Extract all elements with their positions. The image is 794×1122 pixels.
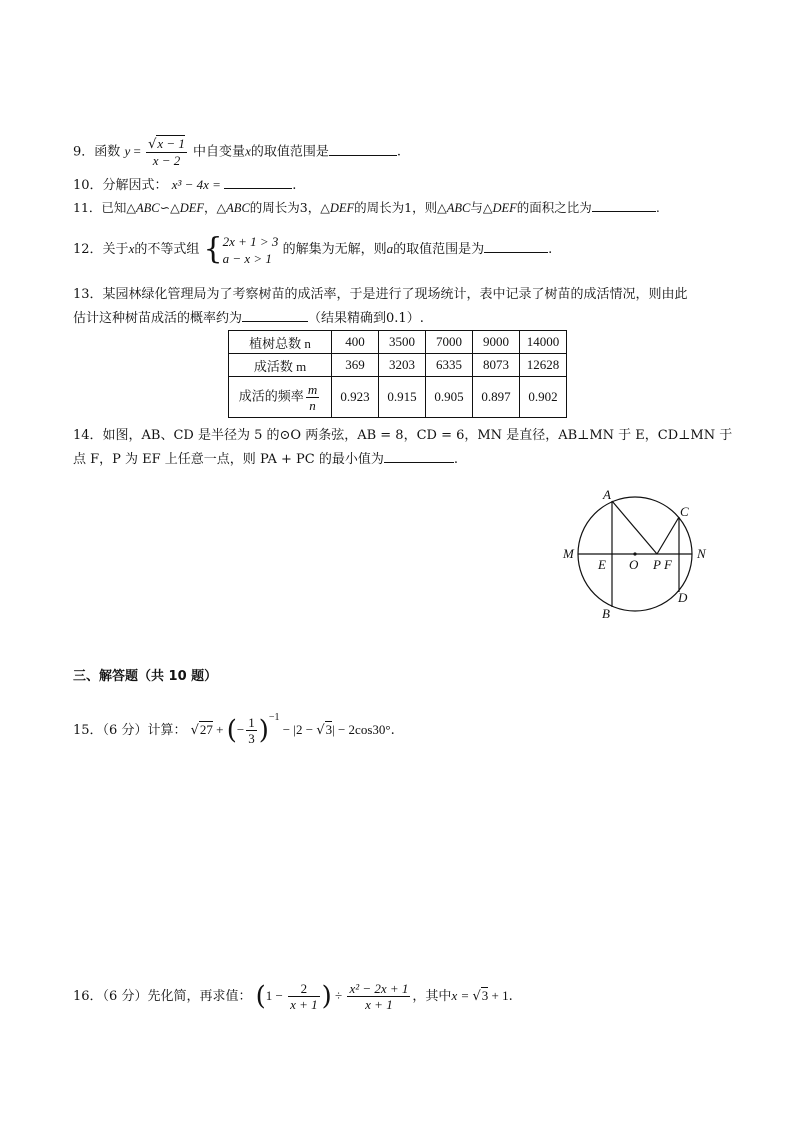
table-cell: 6335 bbox=[426, 354, 473, 377]
q16-fraction-2: $\frac{\text{x² − 2x + 1}}{x + 1}$ bbox=[349, 981, 409, 1012]
answer-blank-9[interactable] bbox=[329, 143, 397, 156]
question-13-line1: 13．某园林绿化管理局为了考察树苗的成活率，于是进行了现场统计，表中记录了树苗的成活情况，则由此 bbox=[73, 287, 688, 302]
inequality-system: 2x + 1 > 3 a − x > 1 bbox=[222, 233, 279, 266]
question-12: 12．关于x的不等式组 {2x + 1 > 3 a − x > 1 的解集为无解，则a的取值范围是为 . bbox=[73, 231, 553, 267]
sqrt-symbol: √ bbox=[316, 723, 325, 738]
answer-blank-10[interactable] bbox=[224, 176, 292, 189]
one-third-fraction: $\frac{1}{3}$ bbox=[248, 715, 255, 746]
table-cell: 0.915 bbox=[379, 377, 426, 418]
row-label: 植树总数 n bbox=[229, 331, 332, 354]
table-cell: 3500 bbox=[379, 331, 426, 354]
table-cell: 3203 bbox=[379, 354, 426, 377]
question-13-line2: 估计这种树苗成活的概率约为 （结果精确到0.1）. bbox=[73, 311, 424, 326]
label-d: D bbox=[678, 590, 688, 605]
segment-pa bbox=[612, 501, 657, 554]
row-label: 成活的频率 $\frac{m}{n}$ bbox=[229, 377, 332, 418]
label-b: B bbox=[602, 606, 610, 621]
table-cell: 0.923 bbox=[332, 377, 379, 418]
label-m: M bbox=[563, 546, 574, 561]
circle-diagram bbox=[558, 486, 738, 626]
table-cell: 9000 bbox=[473, 331, 520, 354]
question-15: 15．（6 分）计算： √27 + (− $\frac{1}{3}$ )$^{-1}$ − |2 − √3| − 2cos30°. bbox=[73, 712, 395, 746]
q16-fraction-1: $\frac{2}{x + 1}$ bbox=[290, 981, 318, 1012]
row-label: 成活数 m bbox=[229, 354, 332, 377]
q9-fraction: $\frac{√x - 1}{x - 2}$ bbox=[148, 136, 185, 168]
segment-pc bbox=[657, 517, 679, 554]
question-14-line2: 点 F，P 为 EF 上任意一点，则 PA + PC 的最小值为 . bbox=[73, 452, 459, 467]
table-row bbox=[229, 331, 567, 354]
table-cell: 0.902 bbox=[520, 377, 567, 418]
answer-blank-12[interactable] bbox=[484, 240, 548, 253]
table-cell: 7000 bbox=[426, 331, 473, 354]
table-cell: 400 bbox=[332, 331, 379, 354]
question-9: 9．函数 y = $\frac{√x - 1}{x - 2}$ 中自变量x的取值范围是 . bbox=[73, 136, 401, 168]
label-p: P bbox=[653, 557, 661, 572]
label-e: E bbox=[598, 557, 606, 572]
answer-blank-13[interactable] bbox=[242, 309, 308, 322]
center-point bbox=[633, 552, 636, 555]
label-a: A bbox=[603, 487, 611, 502]
label-o: O bbox=[629, 557, 639, 572]
question-14-line1: 14．如图，AB、CD 是半径为 5 的⊙O 两条弦，AB = 8，CD = 6，MN 是直径，AB⊥MN 于 E，CD⊥MN 于 bbox=[73, 428, 733, 443]
sqrt-symbol: √ bbox=[190, 723, 199, 738]
table-cell: 0.897 bbox=[473, 377, 520, 418]
table-cell: 8073 bbox=[473, 354, 520, 377]
table-row bbox=[229, 377, 567, 418]
sqrt-symbol: √ bbox=[472, 989, 481, 1004]
table-row bbox=[229, 354, 567, 377]
sqrt-symbol: √ bbox=[148, 137, 157, 152]
label-n: N bbox=[697, 546, 706, 561]
table-cell: 369 bbox=[332, 354, 379, 377]
question-10: 10．分解因式： x³ − 4x = . bbox=[73, 177, 297, 193]
table-cell: 12628 bbox=[520, 354, 567, 377]
question-11: 11．已知△ABC∽△DEF，△ABC的周长为3，△DEF的周长为1，则△ABC与△DEF的面积之比为 . bbox=[73, 200, 660, 215]
label-c: C bbox=[680, 504, 689, 519]
brace-symbol: { bbox=[203, 231, 223, 267]
answer-blank-14[interactable] bbox=[384, 450, 454, 463]
table-cell: 0.905 bbox=[426, 377, 473, 418]
m-over-n-fraction: $\frac{m}{n}$ bbox=[307, 381, 318, 413]
question-16: 16．（6 分）先化简，再求值： (1 − $\frac{2}{x + 1}$ ) ÷ $\frac{\text{x² − 2x + 1}}{x + 1}$ ，其中x = √3 + 1. bbox=[73, 981, 513, 1012]
seedling-table bbox=[228, 330, 567, 418]
table-cell: 14000 bbox=[520, 331, 567, 354]
section-heading: 三、解答题（共 10 题） bbox=[73, 669, 218, 684]
answer-blank-11[interactable] bbox=[592, 199, 656, 212]
label-f: F bbox=[664, 557, 672, 572]
